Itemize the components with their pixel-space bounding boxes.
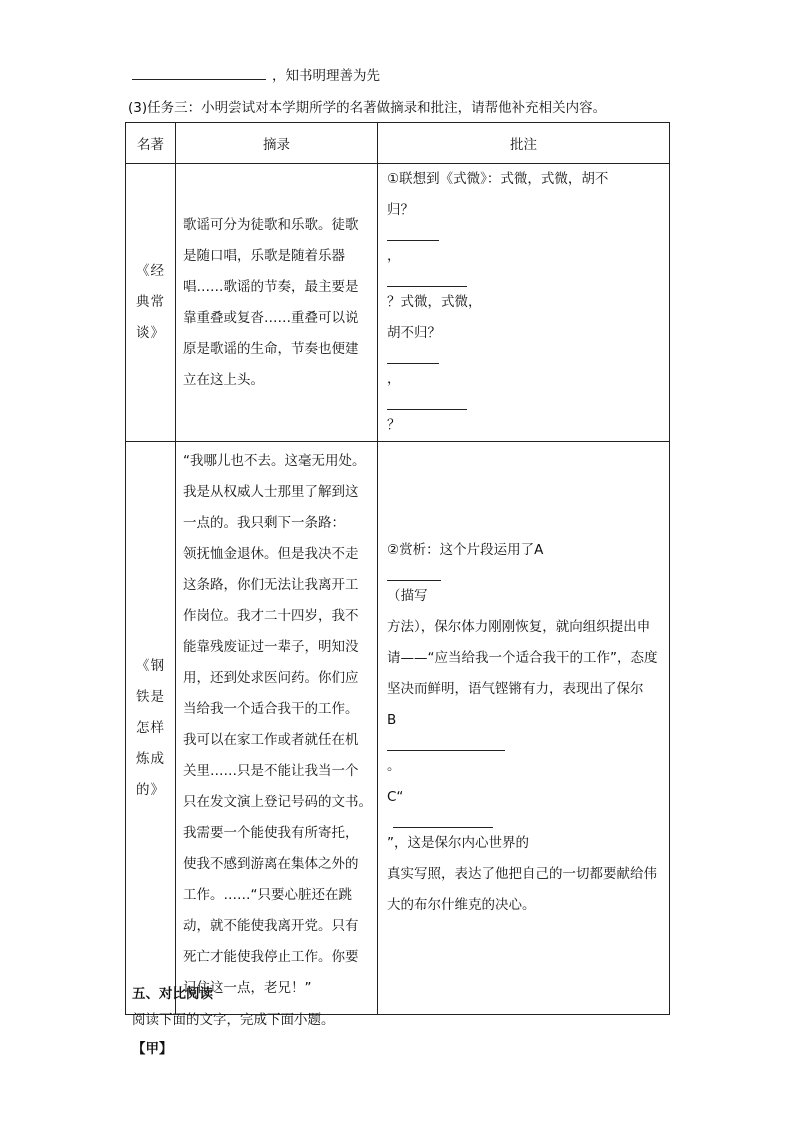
book-name-line: 铁是 xyxy=(136,688,165,705)
annotation-text: 归？ xyxy=(387,202,414,218)
header-book-name: 名著 xyxy=(126,123,176,164)
book-name-cell xyxy=(126,442,176,1015)
answer-blank[interactable] xyxy=(387,736,505,751)
annotation-text: 。 xyxy=(387,758,401,774)
annotation-line xyxy=(387,195,660,318)
annotation-cell xyxy=(378,164,670,442)
reading-notes-table xyxy=(125,122,670,1015)
annotation-text: （描写 xyxy=(387,588,428,604)
excerpt-line: 原是歌谣的生命，节奏也便建 xyxy=(183,340,359,357)
excerpt-line: 是随口唱，乐歌是随着乐器 xyxy=(183,247,345,264)
book-name-line: 典常 xyxy=(136,294,165,310)
answer-blank[interactable] xyxy=(387,395,467,410)
annotation-text: ”，这是保尔内心世界的 xyxy=(387,835,529,851)
book-name-line: 谈》 xyxy=(136,325,165,341)
excerpt-line: 这条路，你们无法让我离开工 xyxy=(183,577,359,593)
top-line-text: ，知书明理善为先 xyxy=(272,68,380,84)
annotation-line: 方法），保尔体力刚刚恢复，就向组织提出申 xyxy=(387,619,651,635)
annotation-line xyxy=(387,318,660,441)
excerpt-line: “我哪儿也不去。这毫无用处。 xyxy=(183,453,366,469)
excerpt-line: 记住这一点，老兄！” xyxy=(183,980,312,996)
section-instruction: 阅读下面的文字，完成下面小题。 xyxy=(132,1012,335,1028)
annotation-line xyxy=(387,782,660,859)
top-fill-line xyxy=(132,64,380,84)
answer-blank[interactable] xyxy=(387,349,439,364)
section-title: 五、对比阅读 xyxy=(132,986,213,1002)
excerpt-cell xyxy=(176,164,378,442)
excerpt-line: 靠重叠或复沓……重叠可以说 xyxy=(183,309,359,326)
annotation-text: ？ xyxy=(387,417,401,433)
annotation-text: ②赏析：这个片段运用了A xyxy=(387,542,544,558)
annotation-line xyxy=(387,535,660,612)
annotation-line xyxy=(387,705,660,782)
book-name-line: 的》 xyxy=(136,781,165,798)
table-row xyxy=(126,442,670,1015)
answer-blank[interactable] xyxy=(387,272,467,287)
excerpt-line: 使我不感到游离在集体之外的 xyxy=(183,856,359,872)
annotation-text: ， xyxy=(387,371,401,387)
excerpt-line: 当给我一个适合我干的工作。 xyxy=(183,701,359,717)
annotation-text: C“ xyxy=(387,789,404,805)
answer-blank[interactable] xyxy=(393,813,493,828)
annotation-line: 大的布尔什维克的决心。 xyxy=(387,897,536,913)
excerpt-line: 歌谣可分为徒歌和乐歌。徒歌 xyxy=(183,216,359,233)
annotation-line: ①联想到《式微》：式微，式微，胡不 xyxy=(387,171,609,187)
excerpt-line: 作岗位。我才二十四岁，我不 xyxy=(183,608,359,624)
book-name-line: 《经 xyxy=(136,263,165,279)
passage-label: 【甲】 xyxy=(132,1041,173,1057)
task-instruction: (3)任务三：小明尝试对本学期所学的名著做摘录和批注，请帮他补充相关内容。 xyxy=(128,100,607,116)
annotation-text: B xyxy=(387,712,397,728)
excerpt-line: 领抚恤金退休。但是我决不走 xyxy=(183,546,359,562)
excerpt-line: 能靠残废证过一辈子，明知没 xyxy=(183,639,359,655)
book-name-line: 《钢 xyxy=(136,657,165,674)
excerpt-line: 唱……歌谣的节奏，最主要是 xyxy=(183,278,359,295)
excerpt-line: 我需要一个能使我有所寄托， xyxy=(183,825,359,841)
excerpt-line: 我可以在家工作或者就任在机 xyxy=(183,732,359,748)
book-name-cell xyxy=(126,164,176,442)
header-annotation: 批注 xyxy=(378,123,670,164)
annotation-cell xyxy=(378,442,670,1015)
excerpt-line: 死亡才能使我停止工作。你要 xyxy=(183,949,359,965)
excerpt-line: 立在这上头。 xyxy=(183,371,264,388)
answer-blank[interactable] xyxy=(387,226,439,241)
answer-blank[interactable] xyxy=(387,566,441,581)
answer-blank[interactable] xyxy=(132,79,266,80)
book-name-line: 怎样 xyxy=(136,719,165,736)
annotation-line: 坚决而鲜明，语气铿锵有力，表现出了保尔 xyxy=(387,681,644,697)
excerpt-cell xyxy=(176,442,378,1015)
annotation-text: ？式微，式微， xyxy=(387,294,482,310)
annotation-text: 胡不归？ xyxy=(387,325,441,341)
header-excerpt: 摘录 xyxy=(176,123,378,164)
excerpt-line: 用，还到处求医问药。你们应 xyxy=(183,670,359,686)
excerpt-line: 动，就不能使我离开党。只有 xyxy=(183,918,359,934)
excerpt-line: 只在发文演上登记号码的文书。 xyxy=(183,794,372,810)
excerpt-line: 我是从权威人士那里了解到这 xyxy=(183,484,359,500)
table-header-row xyxy=(126,123,670,164)
annotation-line: 真实写照，表达了他把自己的一切都要献给伟 xyxy=(387,866,657,882)
annotation-text: ， xyxy=(387,248,401,264)
excerpt-line: 一点的。我只剩下一条路： xyxy=(183,515,345,531)
book-name-line: 炼成 xyxy=(136,750,165,767)
excerpt-line: 工作。……“只要心脏还在跳 xyxy=(183,887,352,903)
annotation-line: 请——“应当给我一个适合我干的工作”，态度 xyxy=(387,650,658,666)
excerpt-line: 关里……只是不能让我当一个 xyxy=(183,763,359,779)
table-row xyxy=(126,164,670,442)
